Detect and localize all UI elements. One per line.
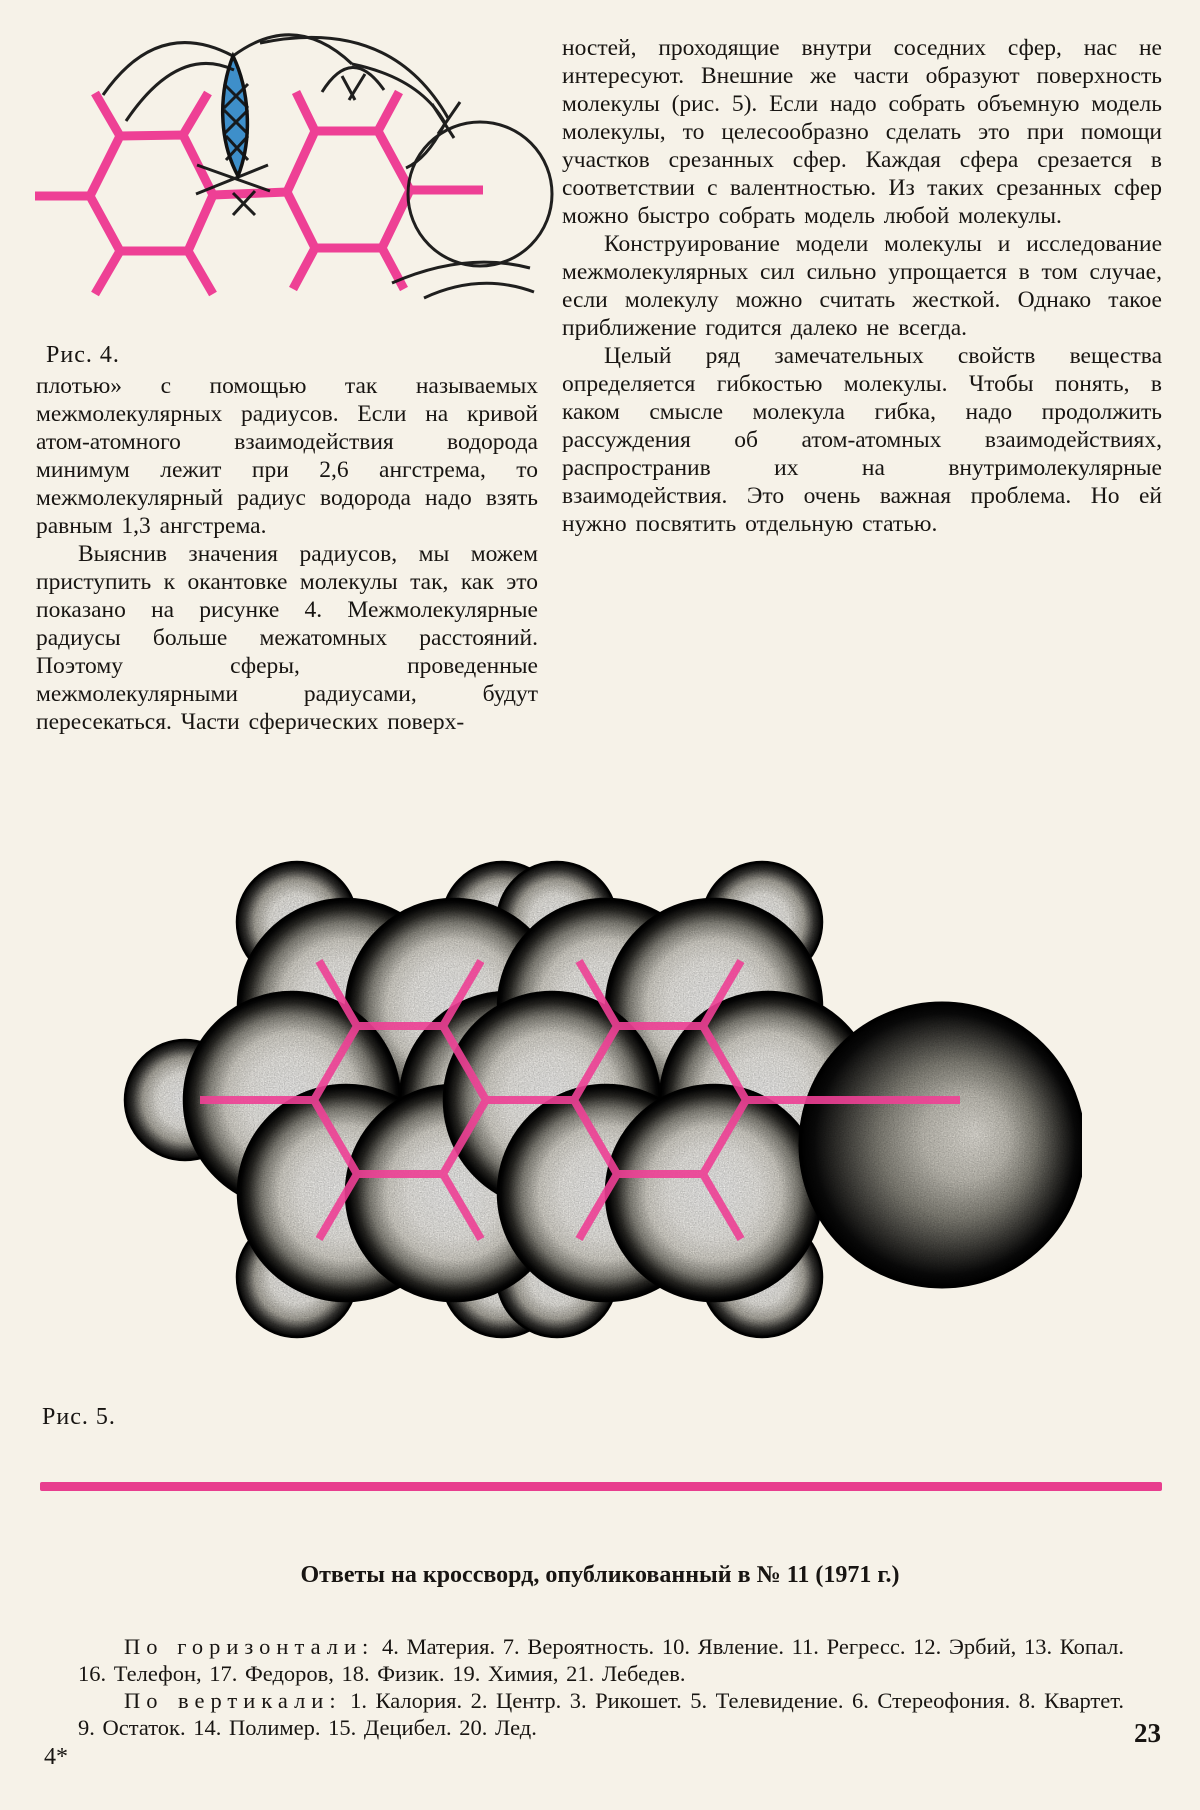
paragraph: ностей, проходящие внутри соседних сфер, нас не интересуют. Внешние же части образуют поверхность молекулы (рис. 5). Если надо собрать объемную модель молекулы, то целесообразно сделать это при помощи участков срезанных сфер. Каждая сфера срезается в соответствии с валентностью. Из таких срезанных сфер можно быстро собрать модель любой молекулы.: [562, 35, 1162, 229]
article-column-left: [36, 372, 538, 736]
paragraph: Целый ряд замечательных свойств вещества определяется гибкостью молекулы. Чтобы понять, в каком смысле молекула гибка, надо продолжить рассуждения об атом-атомных взаимодействиях, распространив их на внутримолекулярные взаимодействия. Это очень важная проблема. Но ей нужно посвятить отдельную статью.: [562, 343, 1162, 537]
crossword-horizontal-answers: [78, 1633, 1124, 1687]
crossword-vertical-answers: [78, 1687, 1124, 1741]
horizontal-label: По горизонтали:: [124, 1634, 375, 1659]
figure5-illustration: [122, 795, 1082, 1420]
figure4-caption: Рис. 4.: [46, 342, 120, 368]
crossword-answers-title: Ответы на кроссворд, опубликованный в № 11 (1971 г.): [300, 1562, 900, 1588]
sphere-arcs: [103, 35, 552, 298]
figure5-caption: Рис. 5.: [42, 1404, 116, 1430]
paragraph: Выяснив значения радиусов, мы можем приступить к окантовке молекулы так, как это показано на рисунке 4. Межмолекулярные радиусы больше межатомных расстояний. Поэтому сферы, проведенные межмолекулярными радиусами, будут пересекаться. Части сферических поверх-: [36, 541, 538, 735]
molecule-skeleton: [35, 92, 483, 294]
vertical-label: По вертикали:: [124, 1688, 342, 1713]
page-number: 23: [1134, 1718, 1161, 1748]
vertical-answers-text: 1. Калория. 2. Центр. 3. Рикошет. 5. Телевидение. 6. Стереофония. 8. Квартет. 9. Остаток. 14. Полимер. 15. Децибел. 20. Лед.: [78, 1688, 1125, 1740]
paragraph: Конструирование модели молекулы и исследование межмолекулярных сил сильно упрощается в том случае, если молекулу можно считать жесткой. Однако такое приближение годится далеко не всегда.: [562, 231, 1162, 341]
article-column-right: [562, 34, 1162, 538]
signature-mark: 4*: [44, 1744, 68, 1770]
horizontal-answers-text: 4. Материя. 7. Вероятность. 10. Явление. 11. Регресс. 12. Эрбий, 13. Копал. 16. Телефон, 17. Федоров, 18. Физик. 19. Химия, 21. Лебедев.: [78, 1634, 1125, 1686]
figure4-diagram: [28, 26, 558, 336]
paragraph: плотью» с помощью так называемых межмолекулярных радиусов. Если на кривой атом-атомного взаимодействия водорода минимум лежит при 2,6 ангстрема, то межмолекулярный радиус водорода надо взять равным 1,3 ангстрема.: [36, 373, 538, 539]
crossword-answers-block: [78, 1633, 1124, 1741]
section-divider-rule: [40, 1482, 1162, 1491]
